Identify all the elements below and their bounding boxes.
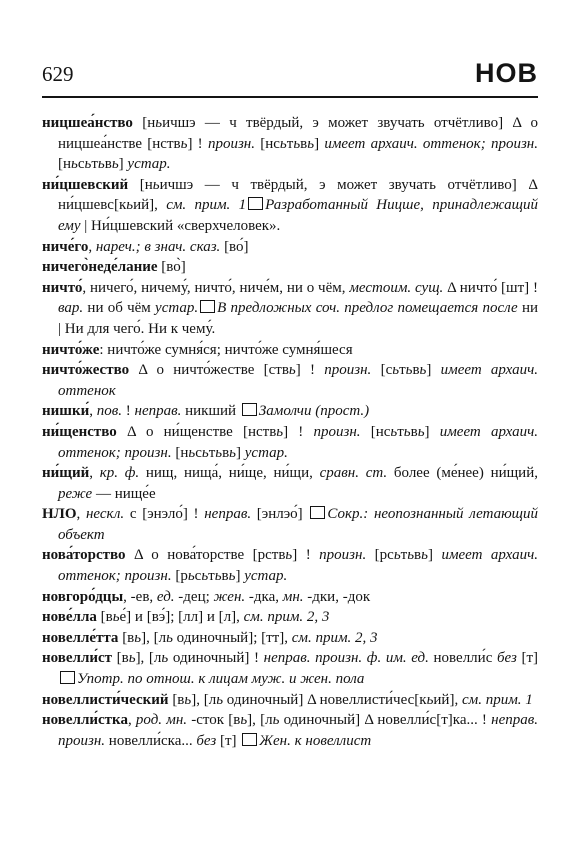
entry-note: ь: [180, 135, 188, 152]
entry-note: без: [496, 650, 517, 667]
headword: НЛО: [42, 506, 77, 523]
headword: ни́щий: [42, 465, 90, 482]
headword: нове́лла: [42, 609, 97, 626]
entry-text: [во̀]: [157, 259, 186, 276]
entry-text: с: [77, 156, 85, 173]
entry-note: ь: [152, 176, 160, 193]
entry-text: ,: [88, 238, 96, 255]
entry-text: Δ о нова́торстве [рств: [125, 547, 286, 564]
entry-text: в: [300, 135, 308, 152]
entry-text: новелли́с: [428, 650, 497, 667]
entry-text: ] !: [187, 135, 208, 152]
entry-note: ь: [419, 362, 427, 379]
entry-text: е́] и [вэ́]; [лл] и [л],: [119, 609, 244, 626]
entry-text: [т]: [516, 650, 538, 667]
entry-text: ий],: [133, 197, 167, 214]
entry-text: ], [л: [247, 712, 273, 729]
entry-note: ь: [276, 423, 284, 440]
entry-text: [н: [132, 115, 156, 131]
entry-note: устар.: [244, 444, 288, 461]
entry-text: одиночный]; [тт],: [172, 629, 292, 646]
entry-note: Жен. к новеллист: [259, 732, 372, 749]
entry-note: ед.: [156, 588, 175, 605]
entry-text: ]: [426, 362, 441, 379]
entry-note: имеет архаич. оттенок; произн.: [324, 135, 538, 152]
entry-note: см. прим. 2, 3: [291, 629, 378, 646]
entry-note: жен.: [213, 588, 246, 605]
entry-note: ь: [71, 156, 78, 173]
entry-note: Употр. по отнош. к лицам муж. и жен. пола: [77, 671, 365, 688]
dictionary-entry: [42, 175, 538, 237]
entry-text: ий],: [433, 691, 462, 708]
headword: ничто́же: [42, 341, 100, 358]
entry-note: ь: [390, 423, 398, 440]
entry-note: ь: [128, 650, 136, 667]
entry-text: [н: [171, 444, 189, 461]
entry-note: ь: [97, 156, 105, 173]
dictionary-entry: [42, 340, 538, 361]
entry-note: Замолчи (прост.): [258, 403, 370, 420]
entry-text: | Ни́цшевский «сверхчеловек».: [80, 217, 281, 234]
entry-text: ], [л: [191, 691, 217, 708]
entry-text: ,: [76, 506, 86, 523]
entry-note: см. прим. 1: [461, 691, 533, 708]
entry-text: ] !: [295, 362, 325, 379]
entry-text: более (ме́нее) ни́щий,: [387, 465, 538, 482]
page-number: 629: [42, 62, 74, 86]
dictionary-entry: [42, 401, 538, 422]
entry-note: местоим. сущ.: [349, 279, 444, 296]
entry-note: ь: [111, 156, 119, 173]
dictionary-entry: [42, 422, 538, 463]
entry-text: [во́]: [220, 238, 249, 255]
headword: новеллисти́ческий: [42, 691, 169, 708]
entry-note: ь: [229, 444, 236, 461]
entry-text: с: [194, 568, 202, 585]
entry-text: Δ ничто́ [шт] !: [443, 279, 538, 296]
entry-text: ,: [127, 712, 136, 729]
headword: ничего̀неде́лание: [42, 259, 158, 276]
entry-note: ь: [166, 629, 173, 646]
entry-note: произн.: [319, 547, 367, 564]
entry-text: [нс: [254, 135, 280, 152]
entry-note: ь: [272, 712, 280, 729]
dictionary-entry: [42, 504, 538, 545]
note-box-icon: [242, 733, 257, 746]
entry-text: в: [222, 444, 230, 461]
entry-text: -дец;: [174, 588, 214, 605]
entry-text: [с: [371, 362, 393, 379]
entry-note: Сокр.: неопознанный летающий объект: [58, 506, 538, 543]
entry-note: ь: [201, 444, 209, 461]
entry-note: В предложных соч. предлог помещается после: [217, 300, 518, 317]
entry-text: т: [400, 547, 408, 564]
dictionary-entry: [42, 463, 538, 504]
headword: ни́цшевский: [42, 176, 129, 193]
entry-text: т: [91, 156, 98, 173]
entry-note: произн.: [324, 362, 372, 379]
entry-text: ]: [235, 568, 245, 585]
entry-note: ь: [155, 115, 163, 131]
entry-note: ь: [307, 135, 315, 152]
entry-text: никший: [181, 403, 240, 420]
entry-note: ь: [215, 444, 223, 461]
entry-note: ь: [126, 197, 134, 214]
note-box-icon: [60, 671, 75, 684]
entry-text: т: [399, 362, 406, 379]
dictionary-entries: [42, 113, 538, 751]
entry-text: ]: [314, 135, 325, 152]
entry-text: т: [208, 444, 216, 461]
entry-note: род. мн.: [135, 712, 188, 729]
entry-text: ], [л: [141, 629, 167, 646]
entry-note: ь: [214, 568, 222, 585]
entry-note: см. прим. 1: [166, 197, 247, 214]
entry-note: имеет архаич. оттенок; произн.: [58, 547, 538, 585]
entry-note: неправ.: [204, 506, 252, 523]
entry-note: см. прим. 2, 3: [243, 609, 330, 626]
dictionary-entry: [42, 607, 538, 628]
entry-note: ь: [279, 135, 287, 152]
headword: новелле́тта: [42, 629, 119, 646]
entry-text: [в: [118, 629, 135, 646]
dictionary-entry: [42, 648, 538, 689]
headword: ницшеа́нство: [42, 115, 133, 131]
dictionary-entry: [42, 628, 538, 649]
entry-note: ь: [392, 362, 400, 379]
entry-text: ]: [118, 156, 128, 173]
entry-text: : ничто́же сумня́ся; ничто́же сумня́шеся: [99, 341, 353, 358]
entry-note: мн.: [282, 588, 304, 605]
entry-text: ни | Ни для чего́. Ни к чему́.: [58, 300, 538, 337]
entry-note: устар.: [244, 568, 288, 585]
header-rule: [42, 96, 538, 98]
entry-note: ь: [134, 629, 142, 646]
entry-note: реже: [58, 485, 93, 502]
entry-text: — нище́е: [92, 485, 156, 502]
entry-text: в: [221, 568, 229, 585]
headword: нова́торство: [42, 547, 126, 564]
entry-text: ]: [427, 547, 442, 564]
entry-text: [в: [168, 691, 185, 708]
headword: ничто́жество: [42, 362, 130, 379]
entry-note: произн.: [313, 423, 361, 440]
entry-text: в: [412, 362, 420, 379]
entry-text: т: [397, 423, 404, 440]
entry-text: в: [104, 156, 112, 173]
entry-text: т: [208, 568, 215, 585]
entry-note: вар.: [58, 300, 84, 317]
entry-text: [н: [58, 156, 72, 173]
entry-note: устар.: [155, 300, 199, 317]
dictionary-entry: [42, 237, 538, 258]
headword: нишки́: [42, 403, 90, 420]
entry-note: кр. ф.: [99, 465, 140, 482]
entry-text: Δ о ничто́жестве [ств: [129, 362, 289, 379]
headword: ничто́: [42, 279, 83, 296]
entry-text: с: [195, 444, 202, 461]
note-box-icon: [242, 403, 257, 416]
dictionary-entry: [42, 545, 538, 586]
headword: ни́щенство: [42, 423, 117, 440]
entry-note: без: [196, 732, 217, 749]
entry-note: неправ. произн.: [58, 712, 538, 749]
entry-note: имеет архаич. оттенок: [58, 362, 538, 399]
note-box-icon: [248, 197, 263, 210]
headword: ниче́го: [42, 238, 89, 255]
entry-text: -сток [в: [187, 712, 241, 729]
dictionary-entry: [42, 710, 538, 751]
entry-text: -дка,: [245, 588, 283, 605]
entry-note: ь: [417, 423, 425, 440]
entry-note: ь: [285, 547, 293, 564]
entry-text: [нс: [360, 423, 391, 440]
entry-text: , ничего́, ничему́, ничто́, ниче́м, ни о чём,: [82, 279, 350, 296]
entry-note: ь: [426, 691, 434, 708]
entry-note: ь: [393, 547, 401, 564]
entry-note: Разработанный Ницше, принадлежащий ему: [58, 197, 538, 234]
entry-text: ,: [89, 465, 100, 482]
dictionary-entry: [42, 587, 538, 608]
entry-text: ] !: [283, 423, 314, 440]
entry-text: [энлэо́]: [251, 506, 309, 523]
entry-text: в: [410, 423, 418, 440]
dictionary-entry: [42, 257, 538, 278]
entry-text: нищ, нища́, ни́ще, ни́щи,: [139, 465, 320, 482]
entry-text: [в: [96, 609, 113, 626]
entry-note: ь: [288, 362, 296, 379]
entry-note: ь: [403, 423, 411, 440]
entry-text: ичшэ — ч твёрдый, э может звучать отчётливо] Δ о ницшеа́нстве [нств: [58, 115, 538, 152]
entry-text: ], [л: [135, 650, 162, 667]
entry-text: ни об чём: [83, 300, 156, 317]
running-head: НОВ: [475, 58, 538, 88]
headword: новгоро́дцы: [42, 588, 124, 605]
entry-text: , -ев,: [123, 588, 157, 605]
entry-text: [т]: [216, 732, 241, 749]
entry-note: ь: [293, 135, 301, 152]
entry-text: одиночный] Δ новелли́с[т]ка... !: [279, 712, 492, 729]
dictionary-entry: [42, 690, 538, 711]
entry-note: нареч.; в знач. сказ.: [95, 238, 221, 255]
entry-note: произн.: [207, 135, 255, 152]
entry-note: ь: [112, 609, 120, 626]
entry-note: неправ. произн. ф. им. ед.: [263, 650, 429, 667]
entry-text: [р: [171, 568, 188, 585]
entry-note: ь: [187, 568, 195, 585]
entry-text: [н: [128, 176, 153, 193]
headword: новелли́ст: [42, 650, 113, 667]
entry-note: ь: [407, 547, 415, 564]
entry-note: ь: [228, 568, 236, 585]
entry-text: ] !: [292, 547, 320, 564]
dictionary-entry: [42, 113, 538, 175]
entry-note: имеет архаич. оттенок; произн.: [58, 423, 539, 461]
entry-note: ь: [421, 547, 428, 564]
entry-text: -дки, -док: [303, 588, 371, 605]
note-box-icon: [200, 300, 215, 313]
entry-note: ь: [84, 156, 92, 173]
entry-note: ь: [240, 712, 248, 729]
entry-note: ь: [184, 691, 192, 708]
entry-text: [рс: [366, 547, 394, 564]
entry-text: ,: [89, 403, 97, 420]
entry-text: с [энэло́] !: [124, 506, 205, 523]
entry-text: ичшэ — ч твёрдый, э может звучать отчётливо] Δ ни́цшевс[к: [58, 176, 539, 214]
note-box-icon: [310, 506, 325, 519]
entry-note: ь: [201, 568, 209, 585]
entry-note: ь: [405, 362, 413, 379]
entry-text: в: [414, 547, 422, 564]
entry-text: ]: [424, 423, 440, 440]
entry-note: нескл.: [85, 506, 125, 523]
entry-text: т: [286, 135, 294, 152]
entry-note: сравн. ст.: [319, 465, 388, 482]
entry-note: пов.: [96, 403, 122, 420]
entry-note: ь: [216, 691, 224, 708]
entry-note: устар.: [127, 156, 171, 173]
entry-note: ь: [188, 444, 196, 461]
entry-text: !: [122, 403, 135, 420]
entry-text: одиночный] !: [168, 650, 264, 667]
entry-text: [в: [112, 650, 129, 667]
dictionary-entry: [42, 278, 538, 340]
headword: новелли́стка: [42, 712, 128, 729]
entry-text: ]: [236, 444, 245, 461]
entry-note: неправ.: [134, 403, 182, 420]
entry-note: ь: [161, 650, 169, 667]
dictionary-entry: [42, 360, 538, 401]
entry-text: новелли́ска...: [105, 732, 197, 749]
entry-text: одиночный] Δ новеллисти́чес[к: [223, 691, 427, 708]
entry-text: Δ о ни́щенстве [нств: [116, 423, 277, 440]
